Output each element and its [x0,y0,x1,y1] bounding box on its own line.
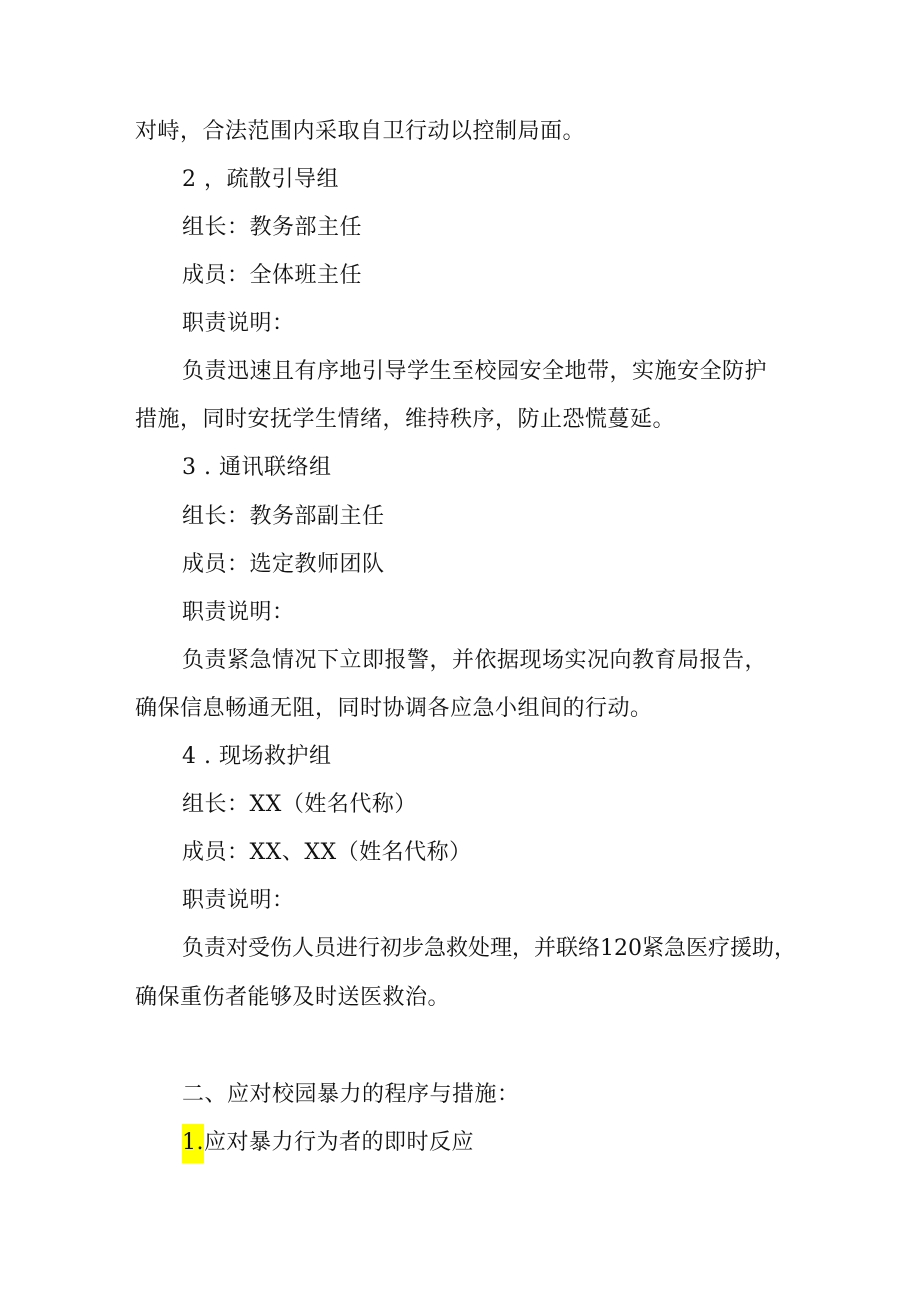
paragraph-line: 确保信息畅通无阻，同时协调各应急小组间的行动。 [135,696,653,721]
paragraph-line: 负责对受伤人员进行初步急救处理，并联络120紧急医疗援助， [182,936,796,961]
paragraph-line: 措施，同时安抚学生情绪，维持秩序，防止恐慌蔓延。 [135,407,676,432]
duty-label: 职责说明： [182,600,295,625]
item-number-highlight: 1. [182,1124,204,1163]
duty-label: 职责说明： [182,888,295,913]
members-line: 成员：全体班主任 [182,263,363,288]
subsection-heading-evacuation: 2 ，疏散引导组 [182,167,339,192]
leader-line: 组长：教务部副主任 [182,504,385,529]
paragraph-line: 对峙，合法范围内采取自卫行动以控制局面。 [135,119,586,144]
paragraph-line: 负责紧急情况下立即报警，并依据现场实况向教育局报告， [182,648,768,673]
duty-label: 职责说明： [182,311,295,336]
paragraph-line: 确保重伤者能够及时送医救治。 [135,985,451,1010]
paragraph-line: 负责迅速且有序地引导学生至校园安全地带，实施安全防护 [182,359,768,384]
subsection-heading-rescue: 4 . 现场救护组 [182,744,332,769]
section-heading: 二、应对校园暴力的程序与措施： [182,1082,520,1107]
members-line: 成员：选定教师团队 [182,552,385,577]
leader-line: 组长：XX（姓名代称） [182,792,417,817]
subsection-heading-communication: 3 . 通讯联络组 [182,455,332,480]
members-line: 成员：XX、XX（姓名代称） [182,840,472,865]
item-text: 应对暴力行为者的即时反应 [204,1130,475,1155]
list-item [182,1128,474,1158]
leader-line: 组长：教务部主任 [182,215,363,240]
